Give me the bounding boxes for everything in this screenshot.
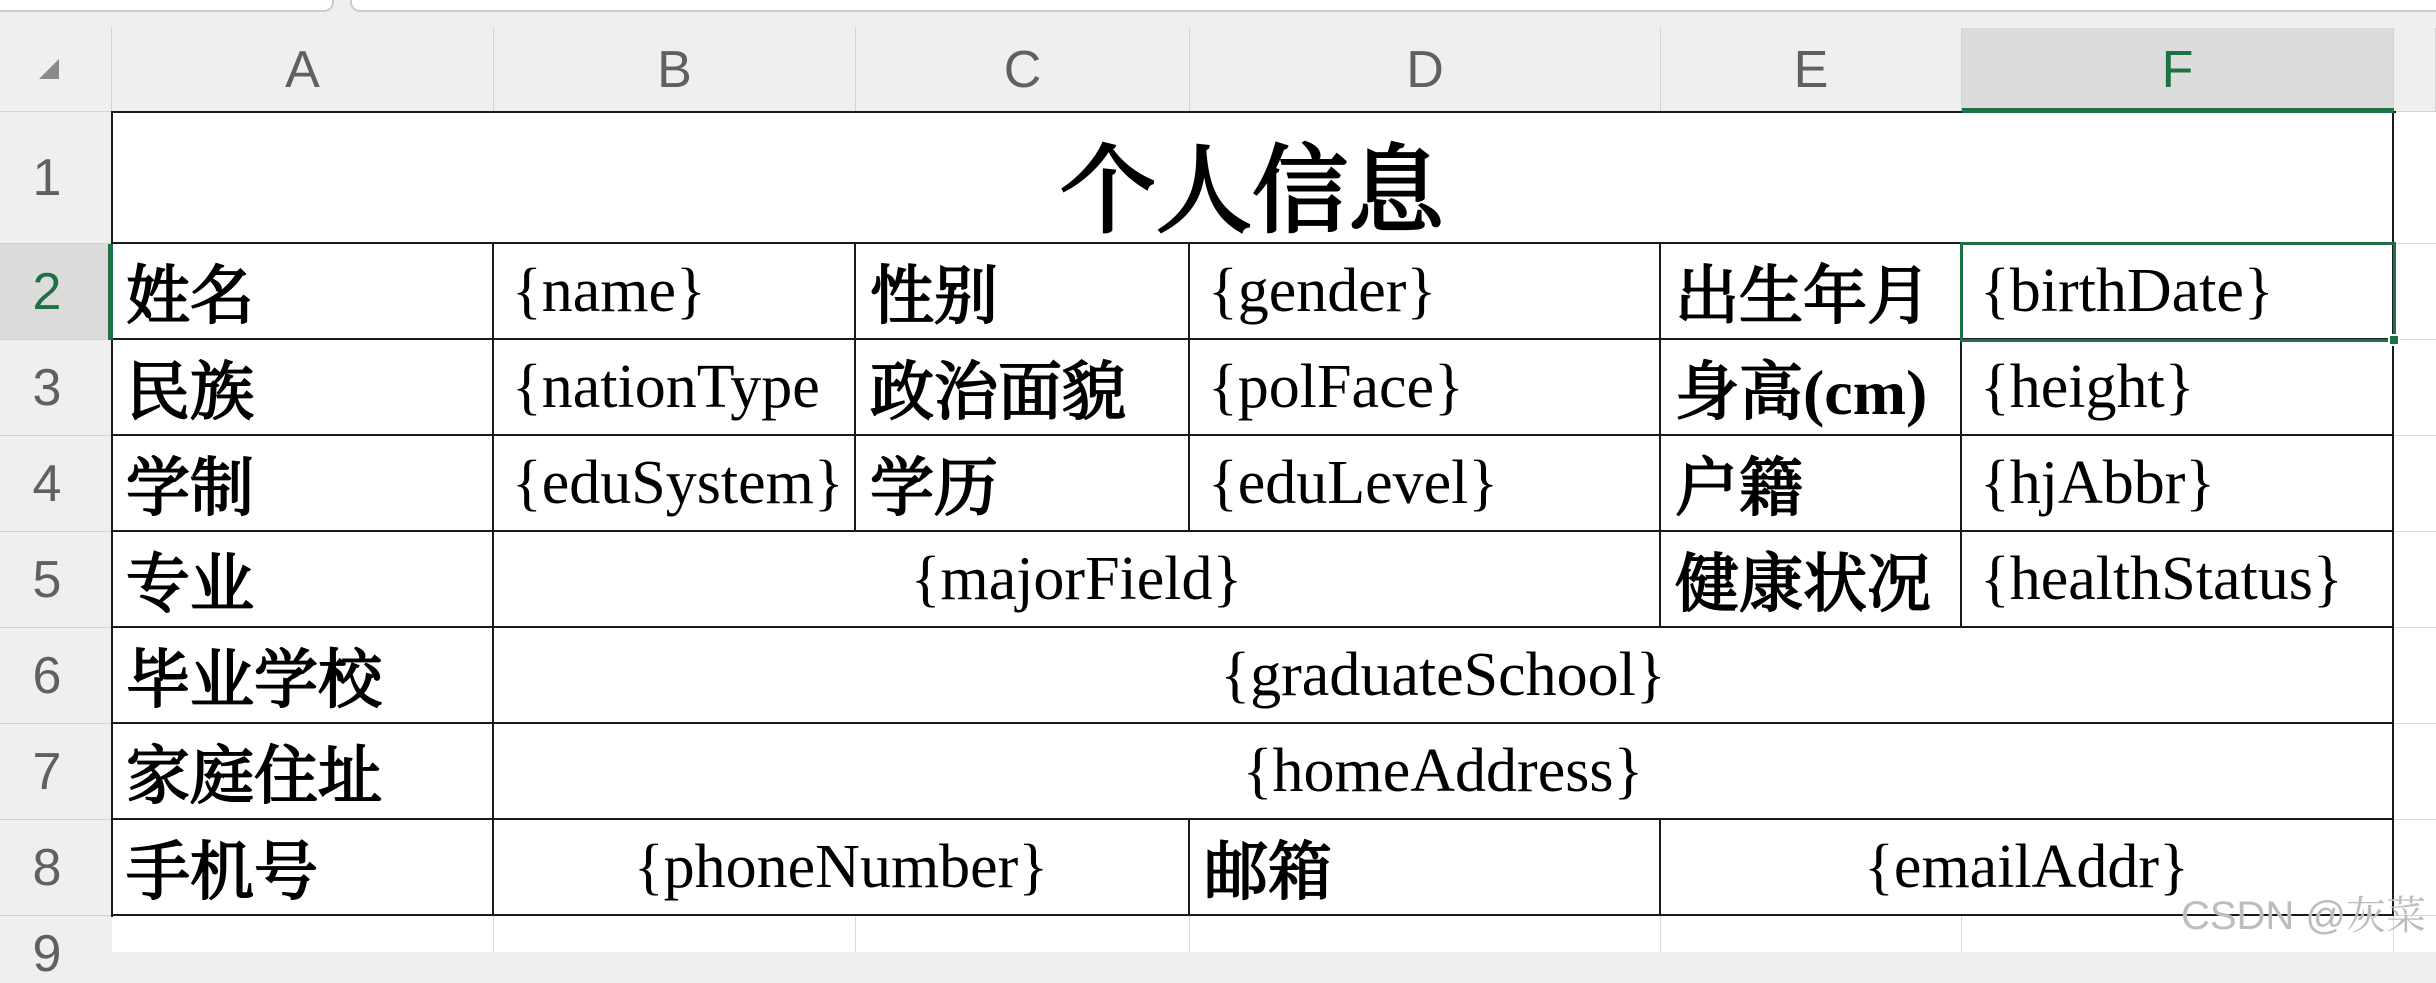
graduate-school-label-cell[interactable]: 毕业学校	[112, 628, 494, 724]
health-status-placeholder-cell[interactable]: {healthStatus}	[1962, 532, 2394, 628]
row-header-1[interactable]: 1	[0, 112, 112, 244]
household-registration-placeholder-cell[interactable]: {hjAbbr}	[1962, 436, 2394, 532]
education-system-placeholder-cell[interactable]: {eduSystem}	[494, 436, 856, 532]
empty-cell[interactable]	[2394, 532, 2436, 628]
selected-row-indicator	[108, 244, 113, 340]
ethnicity-label-cell[interactable]: 民族	[112, 340, 494, 436]
column-header-e[interactable]: E	[1661, 28, 1962, 112]
political-status-label-cell[interactable]: 政治面貌	[856, 340, 1190, 436]
empty-cell[interactable]	[856, 916, 1190, 952]
empty-cell[interactable]	[1190, 916, 1661, 952]
column-header-c[interactable]: C	[856, 28, 1190, 112]
name-label-cell[interactable]: 姓名	[112, 244, 494, 340]
column-header-f[interactable]: F	[1962, 28, 2394, 112]
column-header-a[interactable]: A	[112, 28, 494, 112]
row-header-5[interactable]: 5	[0, 532, 112, 628]
row-header-3[interactable]: 3	[0, 340, 112, 436]
fill-handle[interactable]	[2388, 334, 2400, 346]
gender-placeholder-cell[interactable]: {gender}	[1190, 244, 1661, 340]
major-label-cell[interactable]: 专业	[112, 532, 494, 628]
name-box[interactable]	[0, 0, 334, 12]
empty-cell[interactable]	[494, 916, 856, 952]
education-level-label-cell[interactable]: 学历	[856, 436, 1190, 532]
education-system-label-cell[interactable]: 学制	[112, 436, 494, 532]
select-all-button[interactable]	[0, 28, 112, 112]
row-header-6[interactable]: 6	[0, 628, 112, 724]
birth-date-placeholder-cell[interactable]: {birthDate}	[1962, 244, 2394, 340]
empty-cell[interactable]	[2394, 340, 2436, 436]
title-cell[interactable]: 个人信息	[112, 112, 2394, 244]
watermark: CSDN @灰菜	[2180, 894, 2426, 938]
ethnicity-placeholder-cell[interactable]: {nationType	[494, 340, 856, 436]
birth-date-label-cell[interactable]: 出生年月	[1661, 244, 1962, 340]
health-status-label-cell[interactable]: 健康状况	[1661, 532, 1962, 628]
household-registration-label-cell[interactable]: 户籍	[1661, 436, 1962, 532]
row-header-4[interactable]: 4	[0, 436, 112, 532]
empty-cell[interactable]	[1661, 916, 1962, 952]
gender-label-cell[interactable]: 性别	[856, 244, 1190, 340]
column-header-d[interactable]: D	[1190, 28, 1661, 112]
height-label-cell[interactable]: 身高(cm)	[1661, 340, 1962, 436]
formula-bar[interactable]	[350, 0, 2436, 12]
home-address-label-cell[interactable]: 家庭住址	[112, 724, 494, 820]
row-header-8[interactable]: 8	[0, 820, 112, 916]
empty-cell[interactable]	[2394, 436, 2436, 532]
empty-cell[interactable]	[112, 916, 494, 952]
selected-column-indicator	[1962, 108, 2394, 113]
email-placeholder-cell[interactable]: {emailAddr}	[1661, 820, 2394, 916]
political-status-placeholder-cell[interactable]: {polFace}	[1190, 340, 1661, 436]
phone-label-cell[interactable]: 手机号	[112, 820, 494, 916]
email-label-cell[interactable]: 邮箱	[1190, 820, 1661, 916]
select-all-icon	[39, 59, 59, 79]
empty-cell[interactable]	[2394, 628, 2436, 724]
column-header-b[interactable]: B	[494, 28, 856, 112]
graduate-school-placeholder-cell[interactable]: {graduateSchool}	[494, 628, 2394, 724]
empty-cell[interactable]	[2394, 112, 2436, 244]
row-header-9[interactable]: 9	[0, 916, 112, 952]
row-header-2[interactable]: 2	[0, 244, 112, 340]
name-placeholder-cell[interactable]: {name}	[494, 244, 856, 340]
empty-cell[interactable]	[2394, 244, 2436, 340]
empty-cell[interactable]	[2394, 724, 2436, 820]
height-placeholder-cell[interactable]: {height}	[1962, 340, 2394, 436]
column-header-g[interactable]	[2394, 28, 2436, 112]
row-header-7[interactable]: 7	[0, 724, 112, 820]
major-placeholder-cell[interactable]: {majorField}	[494, 532, 1661, 628]
home-address-placeholder-cell[interactable]: {homeAddress}	[494, 724, 2394, 820]
phone-placeholder-cell[interactable]: {phoneNumber}	[494, 820, 1190, 916]
education-level-placeholder-cell[interactable]: {eduLevel}	[1190, 436, 1661, 532]
